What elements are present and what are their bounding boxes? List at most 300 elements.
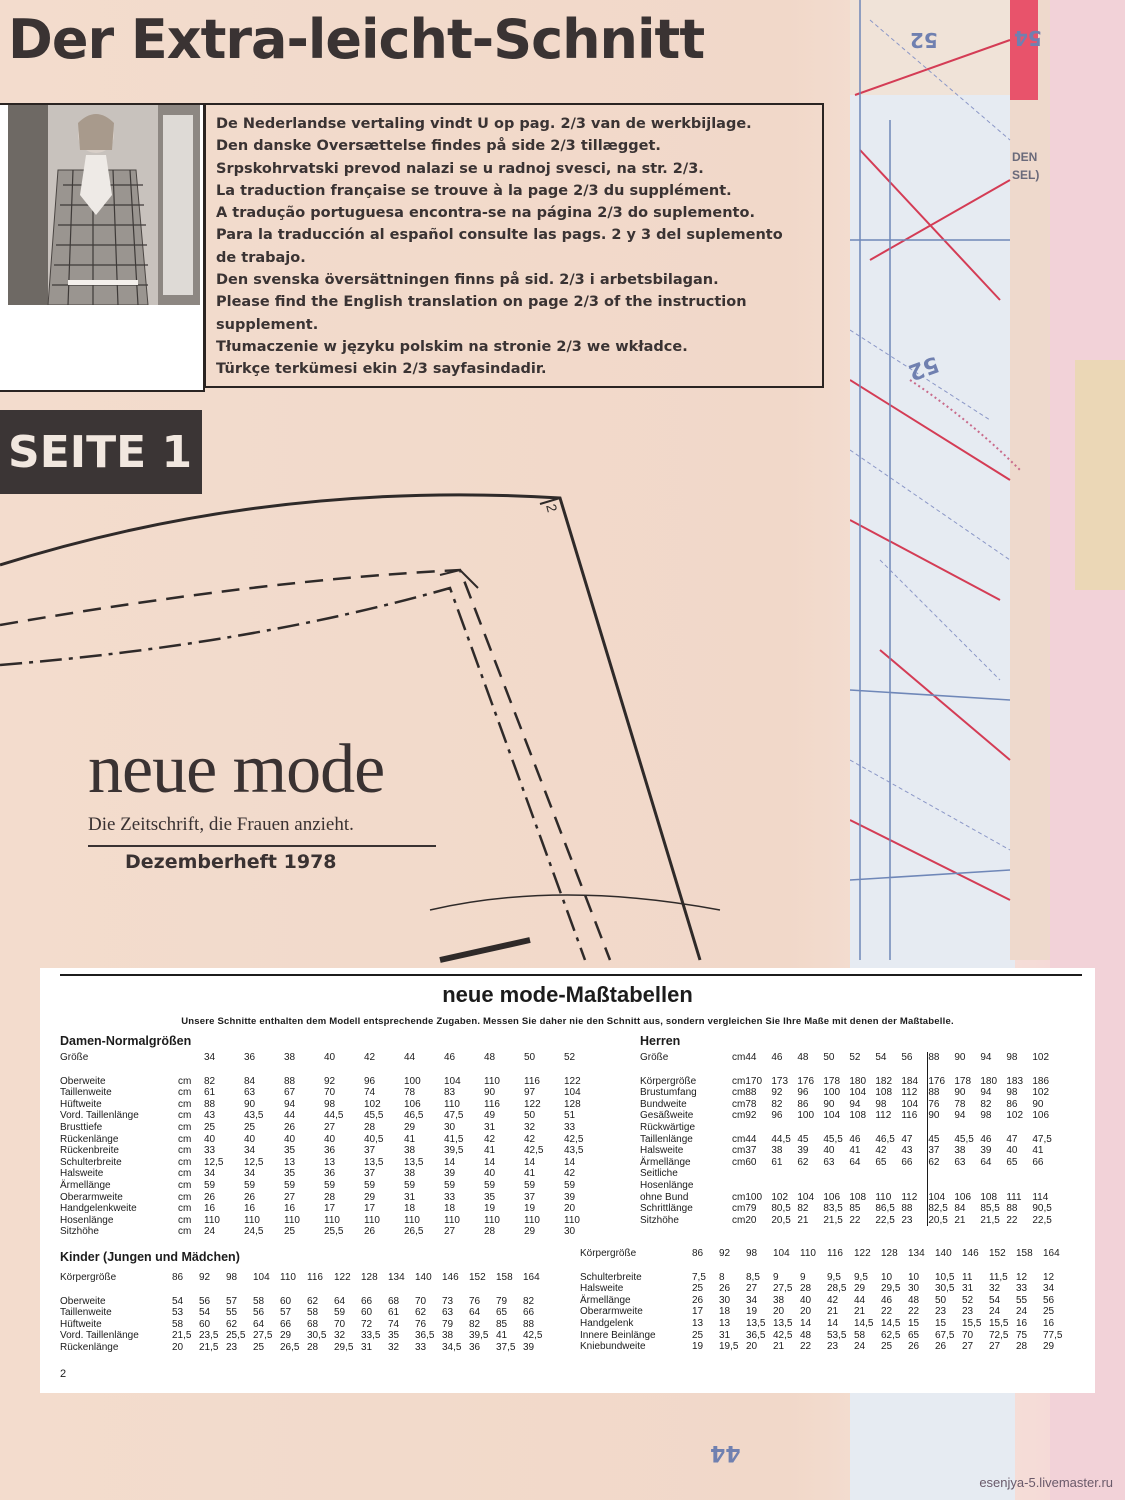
table-cell: 100 (745, 1191, 763, 1203)
table-cell: 16 (244, 1203, 256, 1215)
table-cell: 43,5 (564, 1145, 584, 1157)
table-cell (771, 1168, 797, 1180)
table-cell: 116 (524, 1075, 540, 1087)
table-cell: 46 (849, 1133, 861, 1145)
row-unit: cm (732, 1214, 746, 1226)
table-cell: 31 (484, 1121, 496, 1133)
herren-size-table (640, 1052, 1058, 1226)
table-cell: 28 (324, 1191, 336, 1203)
table-cell: 8,5 (746, 1271, 760, 1283)
table-cell: 63 (954, 1156, 966, 1168)
table-cell (928, 1180, 955, 1192)
table-row (640, 1099, 1058, 1111)
table-cell: 88 (204, 1098, 216, 1110)
table-row (60, 1145, 604, 1157)
table-cell: 13,5 (773, 1317, 793, 1329)
size-header-cell: 104 (253, 1272, 270, 1283)
table-cell: 38 (404, 1168, 416, 1180)
translation-notice-box (204, 103, 824, 388)
table-cell: 32 (524, 1121, 536, 1133)
table-cell: 10,5 (935, 1271, 955, 1283)
size-header-cell: 146 (962, 1248, 979, 1259)
table-cell: 70 (334, 1318, 346, 1330)
table-cell: 65 (875, 1156, 887, 1168)
row-unit: cm (732, 1098, 746, 1110)
table-cell: 50 (524, 1110, 536, 1122)
translation-line: supplement. (216, 316, 319, 333)
table-cell: 36,5 (415, 1330, 435, 1342)
table-row (640, 1134, 1058, 1146)
size-header-cell: 86 (172, 1272, 184, 1283)
model-photo (8, 105, 200, 305)
table-cell: 110 (204, 1214, 220, 1226)
table-cell: 36 (324, 1145, 336, 1157)
table-cell: 14 (524, 1156, 536, 1168)
table-cell: 100 (823, 1087, 841, 1099)
row-label: Handgelenkweite (60, 1203, 137, 1215)
table-cell: 88 (284, 1075, 296, 1087)
table-cell: 29 (364, 1191, 376, 1203)
row-label: Oberweite (60, 1295, 106, 1307)
table-cell: 11,5 (989, 1271, 1008, 1283)
table-cell: 40 (204, 1133, 216, 1145)
table-cell (875, 1122, 901, 1134)
translation-line: A tradução portuguesa encontra-se na página 2/3 do suplemento. (216, 205, 755, 222)
row-label: Taillenweite (60, 1087, 112, 1099)
pattern-piece-number: 2 (543, 502, 561, 514)
table-cell: 29 (854, 1283, 866, 1295)
size-header-cell: 90 (954, 1052, 966, 1063)
magazine-issue: Dezemberheft 1978 (125, 851, 337, 873)
table-cell: 82 (980, 1098, 992, 1110)
size-header-cell: 116 (307, 1272, 323, 1283)
table-cell: 106 (1032, 1110, 1050, 1122)
table-cell (901, 1122, 928, 1134)
translation-line: Den danske Oversættelse findes på side 2/3 tillægget. (216, 138, 661, 155)
table-cell: 88 (1006, 1203, 1018, 1215)
translation-line: Den svenska översättningen finns på sid. 2/3 i arbetsbilagan. (216, 272, 719, 289)
watermark-text: esenjya-5.livemaster.ru (979, 1475, 1113, 1490)
row-unit: cm (178, 1145, 192, 1157)
table-cell: 102 (1006, 1110, 1024, 1122)
table-row (60, 1192, 604, 1204)
table-row (60, 1168, 604, 1180)
table-cell: 58 (307, 1307, 319, 1319)
table-cell: 37 (364, 1168, 376, 1180)
size-header-cell: 146 (442, 1272, 459, 1283)
table-cell: 23,5 (199, 1330, 219, 1342)
table-cell: 92 (745, 1110, 757, 1122)
row-unit: cm (178, 1087, 192, 1099)
table-cell: 26 (364, 1226, 376, 1238)
table-cell: 36 (324, 1168, 336, 1180)
table-cell: 30 (444, 1121, 456, 1133)
table-cell: 33 (444, 1191, 456, 1203)
table-cell: 26 (244, 1191, 256, 1203)
table-cell: 102 (364, 1098, 381, 1110)
row-label: Taillenlänge (640, 1133, 693, 1145)
table-cell: 39 (797, 1145, 809, 1157)
page-title: Der Extra-leicht-Schnitt (8, 8, 705, 71)
table-cell: 40 (484, 1168, 496, 1180)
table-cell: 82 (797, 1203, 809, 1215)
table-cell (928, 1168, 955, 1180)
table-cell: 62 (415, 1307, 427, 1319)
table-cell: 17 (364, 1203, 376, 1215)
table-cell (875, 1168, 901, 1180)
table-cell: 28 (1016, 1341, 1028, 1353)
size-header-cell: 128 (361, 1272, 378, 1283)
table-cell: 13 (692, 1317, 704, 1329)
table-cell: 70 (962, 1329, 974, 1341)
table-row (640, 1145, 1058, 1157)
size-header-cell: 42 (364, 1052, 376, 1063)
table-cell: 27 (444, 1226, 456, 1238)
table-cell: 23 (962, 1306, 974, 1318)
table-cell: 97 (524, 1087, 536, 1099)
table-cell: 83,5 (823, 1203, 843, 1215)
table-cell: 96 (797, 1087, 809, 1099)
table-cell: 31 (719, 1329, 731, 1341)
row-unit: cm (732, 1110, 746, 1122)
size-header-cell: 134 (908, 1248, 925, 1259)
table-cell: 73 (442, 1295, 454, 1307)
table-cell: 46,5 (404, 1110, 424, 1122)
table-cell: 20 (773, 1306, 785, 1318)
table-cell: 29 (404, 1121, 416, 1133)
table-cell: 39 (980, 1145, 992, 1157)
row-label: Halsweite (60, 1168, 104, 1180)
table-cell: 98 (980, 1110, 992, 1122)
table-cell: 79 (745, 1203, 757, 1215)
table-cell: 116 (901, 1110, 918, 1122)
size-header-cell: 98 (1006, 1052, 1018, 1063)
table-cell: 70 (324, 1087, 336, 1099)
table-cell: 46 (980, 1133, 992, 1145)
row-label: Sitzhöhe (640, 1214, 679, 1226)
table-cell: 104 (849, 1087, 867, 1099)
table-cell: 16 (1016, 1317, 1028, 1329)
table-cell: 27 (962, 1341, 974, 1353)
kinder-size-table-left (60, 1272, 550, 1354)
table-cell: 100 (404, 1075, 421, 1087)
table-cell: 63 (823, 1156, 835, 1168)
table-cell: 184 (901, 1075, 919, 1087)
table-cell: 22 (1006, 1214, 1018, 1226)
table-cell: 35 (284, 1168, 296, 1180)
table-cell: 18 (719, 1306, 731, 1318)
table-cell: 60 (361, 1307, 373, 1319)
table-cell: 110 (564, 1214, 580, 1226)
size-header-cell: 98 (746, 1248, 758, 1259)
table-cell: 94 (284, 1098, 296, 1110)
table-cell: 14,5 (881, 1317, 901, 1329)
table-cell (954, 1180, 980, 1192)
row-unit: cm (178, 1168, 192, 1180)
table-cell: 42 (875, 1145, 887, 1157)
masthead-divider (88, 845, 436, 847)
table-cell: 61 (388, 1307, 400, 1319)
table-cell: 27 (284, 1191, 296, 1203)
table-cell: 46,5 (875, 1133, 895, 1145)
size-header-cell: 52 (849, 1052, 861, 1063)
table-cell: 96 (771, 1110, 783, 1122)
table-cell: 25,5 (226, 1330, 246, 1342)
table-cell: 38 (442, 1330, 454, 1342)
row-label: Oberweite (60, 1075, 106, 1087)
row-unit (732, 1180, 745, 1192)
table-row (640, 1087, 1058, 1099)
table-cell: 42 (524, 1133, 536, 1145)
table-cell: 20,5 (928, 1215, 955, 1227)
table-cell: 34 (746, 1294, 758, 1306)
table-cell: 22,5 (875, 1214, 895, 1226)
table-cell: 59 (524, 1179, 536, 1191)
strip-text-1: DEN (1012, 150, 1038, 164)
table-cell: 25 (692, 1283, 704, 1295)
table-cell (823, 1168, 849, 1180)
size-header-cell: 34 (204, 1052, 216, 1063)
size-header-cell: 54 (875, 1052, 887, 1063)
table-cell: 90 (1032, 1098, 1044, 1110)
table-cell: 29 (524, 1226, 536, 1238)
table-cell (901, 1168, 928, 1180)
table-cell: 104 (444, 1075, 461, 1087)
table-cell: 57 (280, 1307, 292, 1319)
table-cell: 28,5 (827, 1283, 847, 1295)
table-cell: 90 (928, 1110, 955, 1122)
table-cell: 27 (324, 1121, 336, 1133)
size-header-cell: 110 (280, 1272, 296, 1283)
table-cell: 64 (849, 1156, 861, 1168)
table-cell: 76 (469, 1295, 481, 1307)
table-cell (849, 1122, 875, 1134)
size-header-cell: 104 (773, 1248, 790, 1259)
row-label: Ärmellänge (640, 1156, 691, 1168)
table-cell: 24 (989, 1306, 1001, 1318)
table-cell: 21,5 (823, 1214, 843, 1226)
table-cell: 30,5 (307, 1330, 327, 1342)
table-row (60, 1342, 550, 1354)
table-cell (980, 1168, 1006, 1180)
row-unit: cm (732, 1191, 746, 1203)
table-cell: 35 (284, 1145, 296, 1157)
size-header-cell: 38 (284, 1052, 296, 1063)
row-label: Halsweite (580, 1283, 624, 1295)
table-cell: 8 (719, 1271, 725, 1283)
table-row (60, 1307, 550, 1319)
table-cell: 90 (954, 1087, 966, 1099)
size-header-cell: 152 (469, 1272, 486, 1283)
table-cell: 186 (1032, 1075, 1050, 1087)
table-cell (954, 1122, 980, 1134)
table-cell: 85 (496, 1318, 508, 1330)
table-cell: 104 (823, 1110, 841, 1122)
size-header-cell: 92 (199, 1272, 211, 1283)
table-cell (980, 1180, 1006, 1192)
table-cell: 33 (1016, 1283, 1028, 1295)
row-label: Oberarmweite (60, 1191, 123, 1203)
table-cell: 37 (364, 1145, 376, 1157)
table-cell (980, 1122, 1006, 1134)
row-label: Hüftweite (60, 1098, 102, 1110)
table-cell: 82,5 (928, 1203, 955, 1215)
table-cell: 86 (797, 1098, 809, 1110)
table-cell: 108 (875, 1087, 893, 1099)
table-cell: 20 (745, 1214, 757, 1226)
table-row (60, 1180, 604, 1192)
table-cell: 38 (773, 1294, 785, 1306)
table-cell: 178 (954, 1075, 972, 1087)
table-cell: 96 (364, 1075, 376, 1087)
bottom-pattern-number: 44 (710, 1440, 741, 1465)
table-cell: 42,5 (524, 1145, 544, 1157)
table-cell: 67,5 (935, 1329, 955, 1341)
table-cell: 32 (989, 1283, 1001, 1295)
table-cell: 80,5 (771, 1203, 791, 1215)
row-label: Seitliche (640, 1168, 678, 1180)
table-cell: 40 (324, 1133, 336, 1145)
table-cell (928, 1122, 955, 1134)
table-cell: 43 (204, 1110, 216, 1122)
table-cell: 9 (800, 1271, 806, 1283)
table-cell: 42,5 (773, 1329, 793, 1341)
row-unit: cm (178, 1179, 192, 1191)
table-cell: 45,5 (364, 1110, 384, 1122)
table-cell: 61 (204, 1087, 216, 1099)
table-cell: 37 (524, 1191, 536, 1203)
table-cell: 22,5 (1032, 1214, 1052, 1226)
table-cell: 21 (827, 1306, 839, 1318)
table-row (60, 1226, 604, 1238)
table-cell: 84 (244, 1075, 256, 1087)
table-cell: 66 (361, 1295, 373, 1307)
row-unit: cm (178, 1098, 192, 1110)
table-cell: 25,5 (324, 1226, 344, 1238)
table-cell: 16 (1043, 1317, 1055, 1329)
table-cell: 64 (980, 1156, 992, 1168)
damen-section-title: Damen-Normalgrößen (60, 1034, 192, 1048)
table-cell: 84 (954, 1203, 966, 1215)
table-cell: 110 (484, 1075, 500, 1087)
table-cell: 10 (908, 1271, 920, 1283)
table-cell: 34,5 (442, 1341, 462, 1353)
table-cell: 36,5 (746, 1329, 766, 1341)
table-row (60, 1134, 604, 1146)
table-cell: 44 (745, 1133, 757, 1145)
table-row (640, 1076, 1058, 1088)
table-row (580, 1341, 1070, 1353)
table-cell: 25 (244, 1121, 256, 1133)
size-header-cell: 88 (928, 1052, 955, 1076)
table-cell: 52 (962, 1294, 974, 1306)
table-cell: 76 (928, 1099, 955, 1111)
row-label: Halsweite (640, 1145, 684, 1157)
table-cell: 23 (226, 1341, 238, 1353)
table-cell: 66 (901, 1156, 913, 1168)
table-cell: 45,5 (954, 1133, 974, 1145)
table-cell: 180 (849, 1075, 867, 1087)
table-cell: 15,5 (989, 1317, 1009, 1329)
table-cell: 11 (962, 1271, 973, 1283)
table-cell: 40 (284, 1133, 296, 1145)
table-cell: 21,5 (199, 1341, 219, 1353)
seite-label: SEITE 1 (0, 410, 202, 494)
size-header-cell: 128 (881, 1248, 898, 1259)
table-cell: 14 (444, 1156, 456, 1168)
table-cell: 106 (404, 1098, 421, 1110)
row-unit: cm (178, 1110, 192, 1122)
table-cell: 122 (564, 1075, 581, 1087)
table-cell: 79 (442, 1318, 454, 1330)
table-cell: 62 (226, 1318, 238, 1330)
table-cell: 13,5 (404, 1156, 424, 1168)
table-cell: 59 (364, 1179, 376, 1191)
table-cell: 53 (172, 1307, 184, 1319)
table-header-row (60, 1052, 604, 1076)
table-cell: 65 (496, 1307, 508, 1319)
table-cell (745, 1122, 771, 1134)
table-cell: 68 (307, 1318, 319, 1330)
table-cell: 18 (444, 1203, 456, 1215)
strip-number-a: 54 (1014, 26, 1042, 50)
table-cell: 110 (284, 1214, 300, 1226)
table-cell: 39 (523, 1341, 535, 1353)
magazine-tagline: Die Zeitschrift, die Frauen anzieht. (88, 814, 354, 835)
table-row (60, 1122, 604, 1134)
table-cell: 13,5 (364, 1156, 384, 1168)
table-cell: 54 (199, 1307, 211, 1319)
table-cell: 7,5 (692, 1271, 706, 1283)
table-cell: 67 (284, 1087, 296, 1099)
table-cell (1006, 1122, 1032, 1134)
table-cell: 85 (849, 1203, 861, 1215)
model-photo-frame (0, 103, 205, 478)
table-row (60, 1076, 604, 1088)
herren-section-title: Herren (640, 1034, 681, 1048)
table-cell: 54 (989, 1294, 1001, 1306)
damen-size-table (60, 1052, 604, 1238)
kinder-section-title: Kinder (Jungen und Mädchen) (60, 1250, 240, 1264)
table-cell: 26 (692, 1294, 704, 1306)
table-cell: 15,5 (962, 1317, 982, 1329)
table-cell: 72,5 (989, 1329, 1009, 1341)
table-row (60, 1330, 550, 1342)
table-cell: 55 (226, 1307, 238, 1319)
table-cell (901, 1180, 928, 1192)
table-cell: 94 (849, 1098, 861, 1110)
table-row (640, 1192, 1058, 1204)
unit-header (178, 1052, 204, 1076)
table-cell: 21,5 (980, 1214, 1000, 1226)
row-unit: cm (178, 1121, 192, 1133)
table-cell: 26 (908, 1341, 920, 1353)
table-cell: 39 (564, 1191, 576, 1203)
table-cell: 17 (692, 1306, 704, 1318)
size-header-cell: 36 (244, 1052, 256, 1063)
table-cell: 39,5 (444, 1145, 464, 1157)
table-cell (797, 1180, 823, 1192)
table-cell: 15 (935, 1317, 947, 1329)
table-cell (745, 1180, 771, 1192)
row-unit: cm (732, 1075, 746, 1087)
table-cell: 112 (901, 1087, 918, 1099)
table-row (60, 1099, 604, 1111)
table-cell: 26 (284, 1121, 296, 1133)
table-cell: 40 (823, 1145, 835, 1157)
pattern-piece-outline (0, 470, 850, 970)
table-row (640, 1122, 1058, 1134)
